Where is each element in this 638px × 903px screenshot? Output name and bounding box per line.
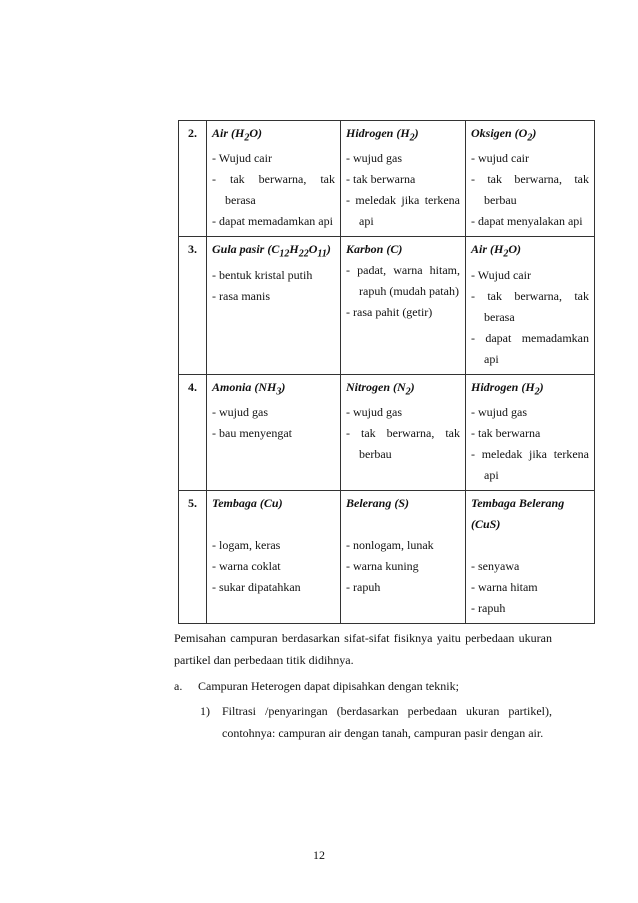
property-item: - tak berwarna [471,423,589,444]
substance-cell [341,121,466,237]
substance-cell [207,491,341,624]
property-item: - Wujud cair [212,148,335,169]
row-number: 2. [179,121,207,237]
property-item: - dapat memadamkan api [212,211,335,232]
substance-name: Gula pasir $(C_{12}H_{22}O_{11})$ [212,242,331,260]
list-item-a [174,675,552,697]
property-item: - rasa pahit (getir) [346,302,460,323]
property-item: - warna hitam [471,577,589,598]
table-row [179,121,595,237]
substance-name: Air $(H_2O)$ [471,242,522,260]
substance-name: Karbon (C) [346,242,403,257]
property-item: - tak berwarna, tak berasa [212,169,335,211]
table-row [179,491,595,624]
properties-table [178,120,595,624]
property-item: - sukar dipatahkan [212,577,335,598]
table-row [179,374,595,490]
substance-cell [466,374,595,490]
property-item: - bau menyengat [212,423,335,444]
property-item: - dapat menyalakan api [471,211,589,232]
property-item: - bentuk kristal putih [212,265,335,286]
substance-cell [207,237,341,374]
separation-paragraph: Pemisahan campuran berdasarkan sifat-sifat fisiknya yaitu perbedaan ukuran partikel dan perbedaan titik didihnya. [174,631,552,667]
properties-table-body [179,121,595,624]
substance-name: Tembaga Belerang (CuS) [471,496,565,532]
substance-name: Hidrogen $(H_2)$ [346,126,419,144]
property-item: - senyawa [471,556,589,577]
substance-name: Nitrogen $(N_2)$ [346,379,415,398]
property-item: - padat, warna hitam, rapuh (mudah patah) [346,260,460,302]
page-number: 12 [313,848,325,862]
substance-cell [466,237,595,374]
substance-cell [207,374,341,490]
row-number: 3. [179,237,207,374]
property-item: - logam, keras [212,535,335,556]
property-item: - wujud cair [471,148,589,169]
substance-name: Air $(H_2O)$ [212,126,263,144]
cell-spacer [346,514,460,535]
substance-cell [341,374,466,490]
property-item: - meledak jika terkena api [471,444,589,486]
table-row [179,237,595,374]
property-item: - rapuh [471,598,589,619]
property-item: - wujud gas [471,402,589,423]
row-number: 4. [179,374,207,490]
property-item: - rasa manis [212,286,335,307]
property-item: - dapat memadamkan api [471,328,589,370]
list-item-1-text: Filtrasi /penyaringan (berdasarkan perbedaan ukuran partikel), contohnya: campuran air dengan tanah, campuran pasir dengan air. [222,704,552,740]
substance-cell [207,121,341,237]
property-item: - rapuh [346,577,460,598]
property-item: - tak berwarna, tak berbau [346,423,460,465]
substance-cell [466,491,595,624]
substance-cell [341,237,466,374]
property-item: - warna kuning [346,556,460,577]
property-item: - wujud gas [346,402,460,423]
substance-name: Oksigen $(O_2)$ [471,126,537,144]
list-item-a-text: Campuran Heterogen dapat dipisahkan dengan teknik; [198,679,459,693]
cell-spacer [471,535,589,556]
property-item: - Wujud cair [471,265,589,286]
property-item: - wujud gas [212,402,335,423]
substance-cell [341,491,466,624]
property-item: - meledak jika terkena api [346,190,460,232]
list-item-1-label: 1) [200,704,210,718]
property-item: - tak berwarna [346,169,460,190]
list-item-1 [200,700,552,744]
property-item: - nonlogam, lunak [346,535,460,556]
property-item: - wujud gas [346,148,460,169]
substance-name: Tembaga (Cu) [212,496,283,511]
substance-name: Belerang (S) [346,496,409,511]
list-item-a-label: a. [174,679,183,693]
substance-cell [466,121,595,237]
row-number: 5. [179,491,207,624]
cell-spacer [212,514,335,535]
substance-name: Amonia $(NH_3)$ [212,379,286,398]
property-item: - tak berwarna, tak berbau [471,169,589,211]
substance-name: Hidrogen $(H_2)$ [471,379,544,398]
property-item: - tak berwarna, tak berasa [471,286,589,328]
property-item: - warna coklat [212,556,335,577]
